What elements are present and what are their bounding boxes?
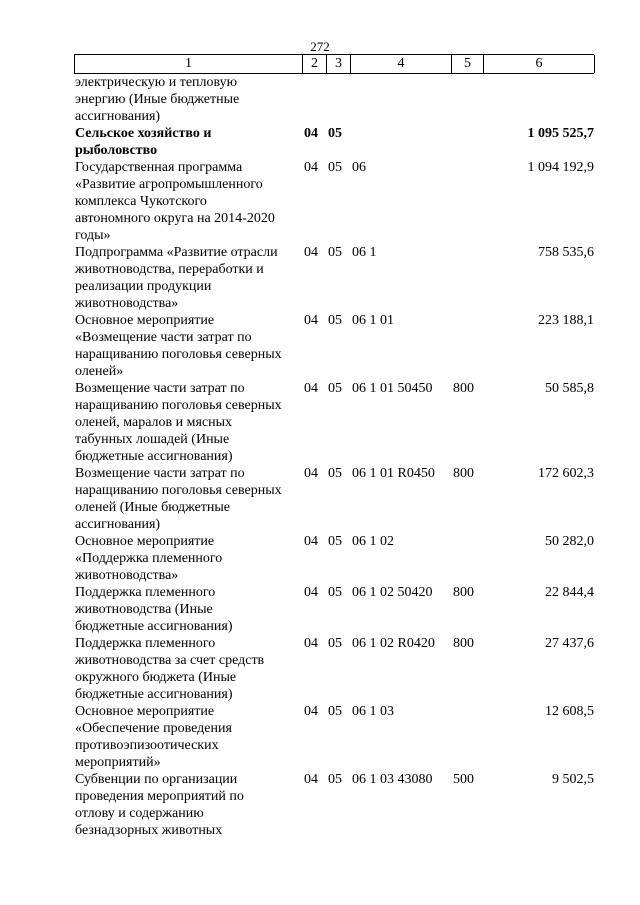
- row-section: 04: [304, 704, 318, 719]
- table-row: [74, 635, 594, 703]
- row-subsection: 05: [328, 534, 342, 549]
- row-target-article: 06 1 02 R0420: [352, 636, 435, 651]
- row-section: 04: [304, 245, 318, 260]
- row-section: 04: [304, 160, 318, 175]
- row-subsection: 05: [328, 160, 342, 175]
- row-name: Поддержка племенного животноводства (Иные бюджетные ассигнования): [75, 585, 233, 634]
- row-section: 04: [304, 126, 318, 141]
- row-section: 04: [304, 313, 318, 328]
- row-name: Сельское хозяйство и рыболовство: [75, 126, 212, 158]
- row-target-article: 06 1: [352, 245, 377, 260]
- row-name: Основное мероприятие «Поддержка племенного животноводства»: [75, 534, 223, 583]
- row-section: 04: [304, 772, 318, 787]
- row-amount: 50 282,0: [545, 534, 594, 549]
- row-expense-type: [451, 244, 483, 312]
- row-amount: 22 844,4: [545, 585, 594, 600]
- row-section: 04: [304, 381, 318, 396]
- row-section: 04: [304, 636, 318, 651]
- header-col-2: 2: [303, 55, 327, 73]
- row-name: Основное мероприятие «Возмещение части затрат по наращиванию поголовья северных оленей»: [75, 313, 282, 379]
- table-body: [74, 74, 594, 839]
- header-col-6: 6: [484, 55, 595, 73]
- row-subsection: 05: [328, 313, 342, 328]
- row-target-article: 06 1 01 R0450: [352, 466, 435, 481]
- row-expense-type: [451, 74, 483, 125]
- row-section: 04: [304, 534, 318, 549]
- row-amount: 223 188,1: [538, 313, 594, 328]
- row-amount: 1 094 192,9: [527, 160, 594, 175]
- row-amount: 12 608,5: [545, 704, 594, 719]
- row-name: Основное мероприятие «Обеспечение проведения противоэпизоотических мероприятий»: [75, 704, 232, 770]
- table-row: [74, 584, 594, 635]
- table-row: [74, 465, 594, 533]
- row-amount: 50 585,8: [545, 381, 594, 396]
- row-expense-type: [451, 703, 483, 771]
- row-name: электрическую и тепловую энергию (Иные бюджетные ассигнования): [75, 75, 240, 124]
- row-section: 04: [304, 466, 318, 481]
- row-name: Возмещение части затрат по наращиванию поголовья северных оленей (Иные бюджетные ассигнования): [75, 466, 282, 532]
- row-name: Поддержка племенного животноводства за счет средств окружного бюджета (Иные бюджетные ассигнования): [75, 636, 265, 702]
- table-row: [74, 244, 594, 312]
- row-expense-type: [451, 533, 483, 584]
- header-col-3: 3: [327, 55, 351, 73]
- row-expense-type: [451, 159, 483, 244]
- table-row: [74, 159, 594, 244]
- row-target-article: 06 1 02: [352, 534, 394, 549]
- table-row: [74, 380, 594, 465]
- row-section: 04: [304, 585, 318, 600]
- table-row: [74, 312, 594, 380]
- row-amount: 27 437,6: [545, 636, 594, 651]
- table-row: [74, 771, 594, 839]
- table-row: [74, 533, 594, 584]
- table-header: [74, 54, 594, 74]
- row-target-article: 06 1 03 43080: [352, 772, 433, 787]
- page-number: 272: [310, 39, 330, 54]
- row-name: Государственная программа «Развитие агропромышленного комплекса Чукотского автономного округа на 2014-2020 годы»: [75, 160, 275, 243]
- row-amount: 758 535,6: [538, 245, 594, 260]
- row-name: Субвенции по организации проведения мероприятий по отлову и содержанию безнадзорных животных: [75, 772, 244, 838]
- budget-table: [74, 54, 594, 839]
- row-subsection: 05: [328, 126, 342, 141]
- row-subsection: 05: [328, 245, 342, 260]
- table-row: [74, 74, 594, 125]
- row-target-article: 06 1 03: [352, 704, 394, 719]
- table-row: [74, 703, 594, 771]
- row-amount: 9 502,5: [552, 772, 594, 787]
- row-target-article: 06 1 02 50420: [352, 585, 433, 600]
- row-subsection: 05: [328, 636, 342, 651]
- row-name: Подпрограмма «Развитие отрасли животноводства, переработки и реализации продукции животноводства»: [75, 245, 278, 311]
- row-amount: 172 602,3: [538, 466, 594, 481]
- row-subsection: 05: [328, 772, 342, 787]
- row-name: Возмещение части затрат по наращиванию поголовья северных оленей, маралов и мясных табунных лошадей (Иные бюджетные ассигнования): [75, 381, 282, 464]
- row-amount: 1 095 525,7: [527, 126, 594, 141]
- row-target-article: 06: [352, 160, 366, 175]
- row-target-article: [350, 125, 451, 159]
- header-col-1: 1: [75, 55, 303, 73]
- row-target-article: 06 1 01 50450: [352, 381, 433, 396]
- row-amount: [483, 74, 594, 125]
- row-subsection: [326, 74, 350, 125]
- row-expense-type: 800: [453, 636, 474, 651]
- row-expense-type: 800: [453, 585, 474, 600]
- row-subsection: 05: [328, 704, 342, 719]
- row-subsection: 05: [328, 466, 342, 481]
- row-section: [302, 74, 326, 125]
- row-subsection: 05: [328, 381, 342, 396]
- row-subsection: 05: [328, 585, 342, 600]
- row-expense-type: 500: [453, 772, 474, 787]
- row-expense-type: 800: [453, 466, 474, 481]
- row-expense-type: [451, 312, 483, 380]
- header-col-5: 5: [452, 55, 484, 73]
- row-target-article: 06 1 01: [352, 313, 394, 328]
- row-target-article: [350, 74, 451, 125]
- row-expense-type: [451, 125, 483, 159]
- table-row: [74, 125, 594, 159]
- header-col-4: 4: [351, 55, 452, 73]
- row-expense-type: 800: [453, 381, 474, 396]
